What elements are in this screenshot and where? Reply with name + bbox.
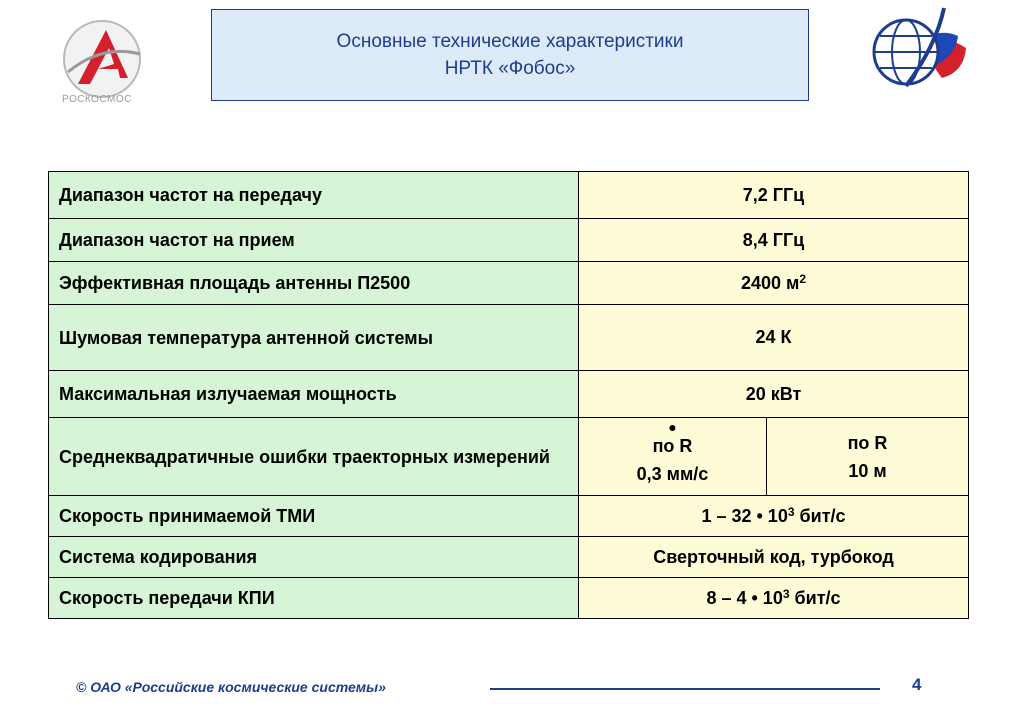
footer-divider <box>490 688 880 690</box>
value-cell: 24 К <box>579 305 969 371</box>
value-cell <box>579 496 969 537</box>
table-row <box>49 371 969 418</box>
footer-copyright: © ОАО «Российские космические системы» <box>76 679 386 695</box>
value-cell-velocity <box>579 418 767 496</box>
value-cell: Сверточный код, турбокод <box>579 537 969 578</box>
param-cell: Максимальная излучаемая мощность <box>49 371 579 418</box>
value-cell-range <box>767 418 969 496</box>
table-row <box>49 262 969 305</box>
param-cell: Шумовая температура антенной системы <box>49 305 579 371</box>
value-label: по R <box>847 432 888 453</box>
value-superscript: 2 <box>799 271 807 286</box>
table-row <box>49 578 969 619</box>
slide-title <box>211 9 809 101</box>
table-row <box>49 496 969 537</box>
param-cell: Скорость принимаемой ТМИ <box>49 496 579 537</box>
roscosmos-logo-label: РОСКОСМОС <box>62 94 132 105</box>
param-cell: Эффективная площадь антенны П2500 <box>49 262 579 305</box>
table-row <box>49 305 969 371</box>
page-number: 4 <box>912 675 922 694</box>
table-row <box>49 537 969 578</box>
value-unit: бит/с <box>789 587 841 608</box>
value-text: 0,3 мм/с <box>636 463 709 484</box>
value-cell: 20 кВт <box>579 371 969 418</box>
table-row <box>49 172 969 219</box>
value-cell: 8,4 ГГц <box>579 219 969 262</box>
param-cell: Диапазон частот на прием <box>49 219 579 262</box>
value-label: по R <box>652 435 693 456</box>
title-line-2: НРТК «Фобос» <box>444 58 576 79</box>
table-row <box>49 418 969 496</box>
value-unit: бит/с <box>794 505 846 526</box>
value-superscript: 3 <box>782 586 790 601</box>
time-derivative-dot: ● <box>668 418 677 435</box>
value-cell <box>579 262 969 305</box>
value-text: 10 м <box>848 460 887 481</box>
param-cell: Система кодирования <box>49 537 579 578</box>
param-cell: Среднеквадратичные ошибки траекторных измерений <box>49 418 579 496</box>
value-text: 2400 м <box>740 272 800 293</box>
value-text: 8 – 4 • 10 <box>706 587 783 608</box>
rks-globe-logo <box>866 6 970 90</box>
specs-table <box>48 171 969 619</box>
value-cell <box>579 578 969 619</box>
value-cell: 7,2 ГГц <box>579 172 969 219</box>
table-row <box>49 219 969 262</box>
param-cell: Скорость передачи КПИ <box>49 578 579 619</box>
value-text: 1 – 32 • 10 <box>701 505 788 526</box>
value-superscript: 3 <box>787 504 795 519</box>
title-line-1: Основные технические характеристики <box>336 31 684 52</box>
param-cell: Диапазон частот на передачу <box>49 172 579 219</box>
